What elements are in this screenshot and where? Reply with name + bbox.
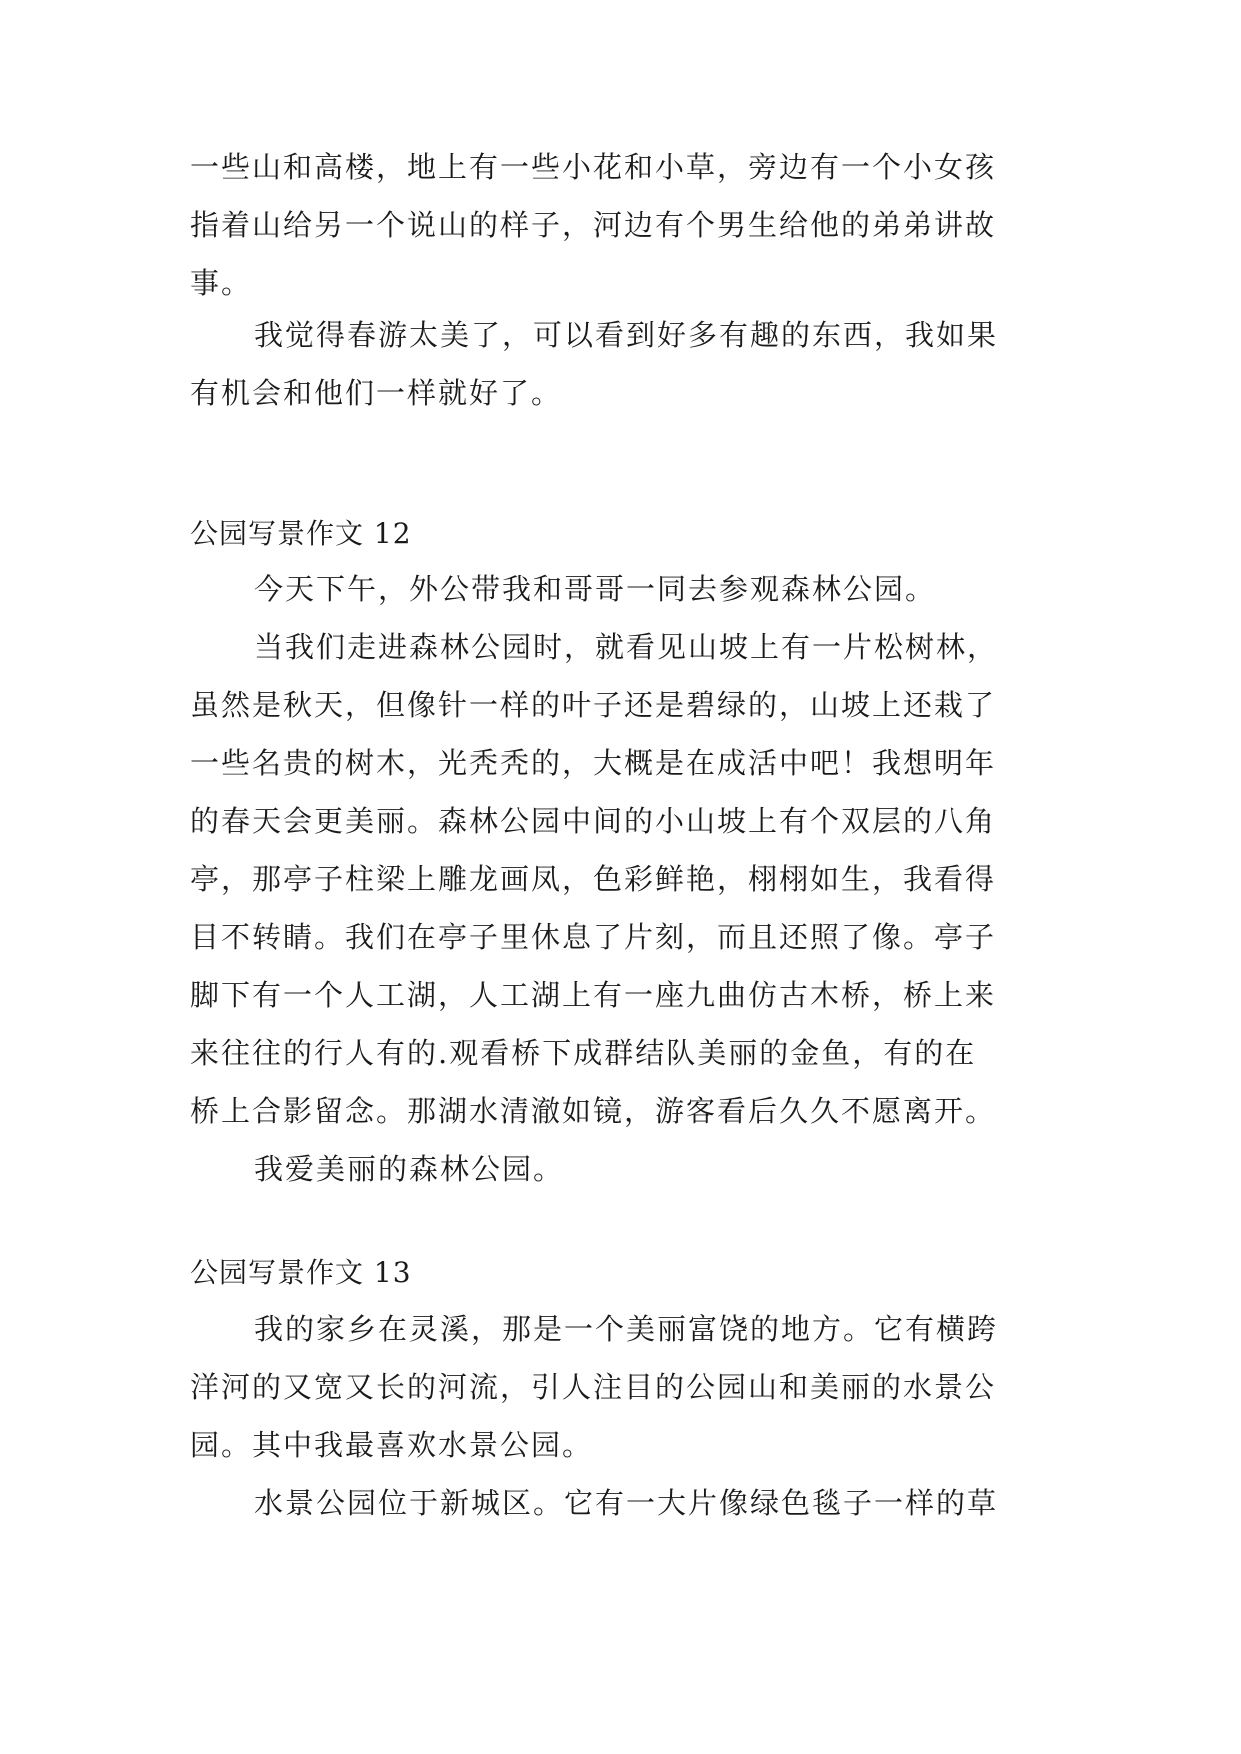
section-13-title: 公园写景作文 13 xyxy=(190,1256,412,1289)
text-line: 我的家乡在灵溪，那是一个美丽富饶的地方。它有横跨 xyxy=(254,1312,999,1346)
section-12-title: 公园写景作文 12 xyxy=(190,517,412,550)
text-line: 桥上合影留念。那湖水清澈如镜，游客看后久久不愿离开。 xyxy=(190,1094,997,1128)
paragraph-conclusion xyxy=(190,306,1070,422)
section-13-paragraph-1 xyxy=(190,1300,1070,1474)
paragraph-continuation xyxy=(190,138,1070,312)
text-line: 水景公园位于新城区。它有一大片像绿色毯子一样的草 xyxy=(254,1486,999,1520)
text-line: 虽然是秋天，但像针一样的叶子还是碧绿的，山坡上还栽了 xyxy=(190,688,997,722)
text-line: 脚下有一个人工湖，人工湖上有一座九曲仿古木桥，桥上来 xyxy=(190,978,997,1012)
text-line: 的春天会更美丽。森林公园中间的小山坡上有个双层的八角 xyxy=(190,804,997,838)
text-line: 亭，那亭子柱梁上雕龙画凤，色彩鲜艳，栩栩如生，我看得 xyxy=(190,862,997,896)
text-line: 来往往的行人有的.观看桥下成群结队美丽的金鱼，有的在 xyxy=(190,1036,977,1070)
text-line: 当我们走进森林公园时，就看见山坡上有一片松树林， xyxy=(254,630,999,664)
text-line: 洋河的又宽又长的河流，引人注目的公园山和美丽的水景公 xyxy=(190,1370,997,1404)
text-line: 目不转睛。我们在亭子里休息了片刻，而且还照了像。亭子 xyxy=(190,920,997,954)
text-line: 园。其中我最喜欢水景公园。 xyxy=(190,1428,594,1462)
text-line: 我爱美丽的森林公园。 xyxy=(254,1152,565,1186)
section-12-paragraph-3 xyxy=(190,1140,1070,1198)
text-line: 指着山给另一个说山的样子，河边有个男生给他的弟弟讲故 xyxy=(190,208,997,242)
text-line: 事。 xyxy=(190,266,253,300)
section-13-paragraph-2 xyxy=(190,1474,1070,1532)
text-line: 有机会和他们一样就好了。 xyxy=(190,376,563,410)
text-line: 一些山和高楼，地上有一些小花和小草，旁边有一个小女孩 xyxy=(190,150,997,184)
section-12-paragraph-1 xyxy=(190,560,1070,618)
text-line: 今天下午，外公带我和哥哥一同去参观森林公园。 xyxy=(254,572,937,606)
text-line: 我觉得春游太美了，可以看到好多有趣的东西，我如果 xyxy=(254,318,999,352)
text-line: 一些名贵的树木，光秃秃的，大概是在成活中吧！我想明年 xyxy=(190,746,997,780)
section-12-paragraph-2 xyxy=(190,618,1070,1140)
